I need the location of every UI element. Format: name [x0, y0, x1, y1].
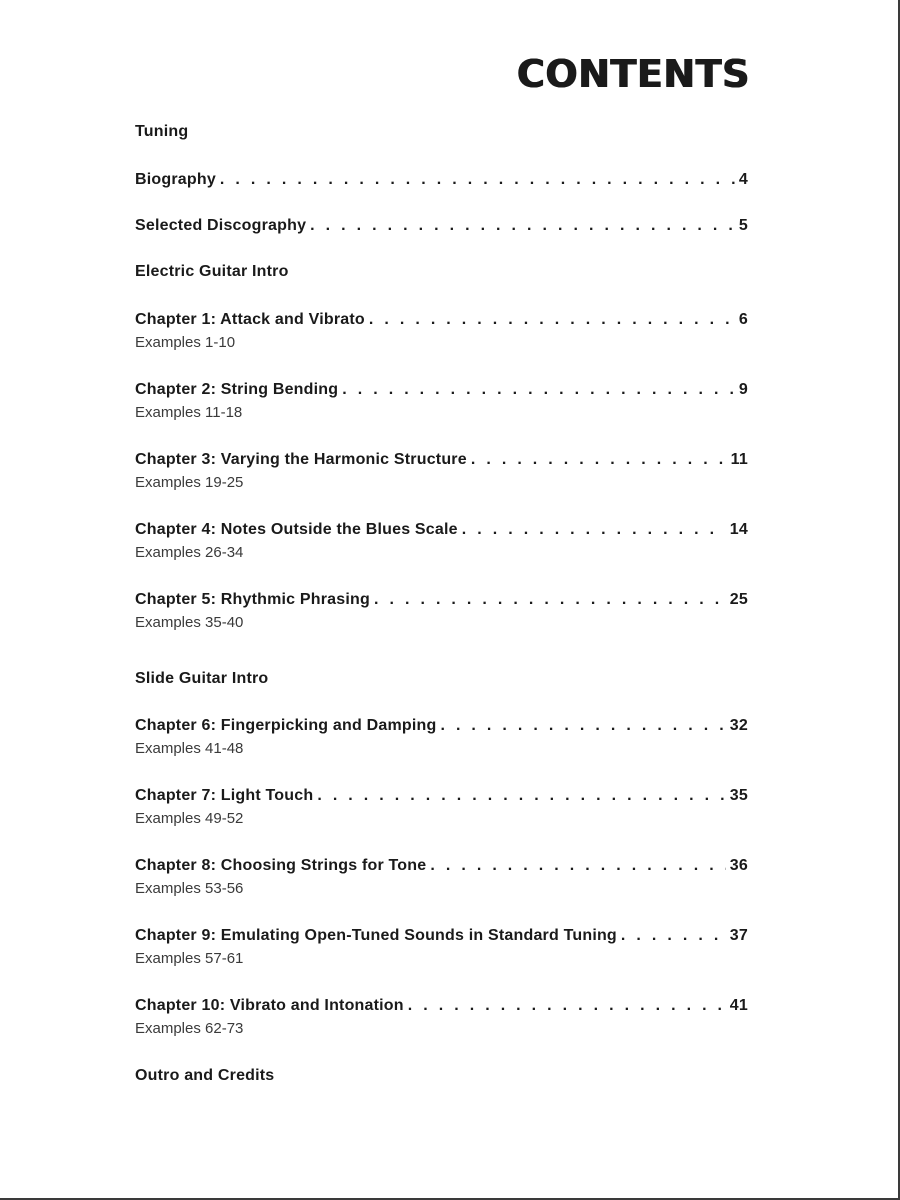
- page-title: CONTENTS: [517, 52, 750, 96]
- toc-label: Biography: [135, 171, 216, 188]
- toc-examples: Examples 26-34: [135, 544, 244, 561]
- toc-examples: Examples 57-61: [135, 950, 244, 967]
- toc-entry-chapter-4: [135, 520, 748, 563]
- toc-examples: Examples 19-25: [135, 474, 244, 491]
- toc-entry-chapter-8: [135, 856, 748, 899]
- toc-label: Slide Guitar Intro: [135, 670, 269, 687]
- toc-page-number: 11: [730, 451, 748, 468]
- dot-leader: [471, 450, 727, 470]
- toc-entry-chapter-6: [135, 716, 748, 759]
- toc-page-number: 32: [729, 717, 748, 734]
- dot-leader: [440, 716, 725, 736]
- toc-page-number: 14: [729, 521, 748, 538]
- toc-label: Chapter 6: Fingerpicking and Damping: [135, 717, 437, 734]
- toc-label: Chapter 4: Notes Outside the Blues Scale: [135, 521, 458, 538]
- toc-label: Chapter 7: Light Touch: [135, 787, 314, 804]
- toc-examples: Examples 35-40: [135, 614, 244, 631]
- toc-label: Chapter 1: Attack and Vibrato: [135, 311, 365, 328]
- toc-page-number: 9: [738, 381, 748, 398]
- dot-leader: [220, 170, 735, 190]
- toc-page-number: 25: [729, 591, 748, 608]
- toc-label: Chapter 10: Vibrato and Intonation: [135, 997, 404, 1014]
- toc-entry-chapter-5: [135, 590, 748, 633]
- toc-examples: Examples 11-18: [135, 404, 243, 421]
- toc-label: Electric Guitar Intro: [135, 263, 289, 280]
- toc-page-number: 6: [738, 311, 748, 328]
- toc-label: Chapter 5: Rhythmic Phrasing: [135, 591, 370, 608]
- toc-entry-electric-intro: [135, 262, 748, 282]
- dot-leader: [317, 786, 725, 806]
- toc-examples: Examples 62-73: [135, 1020, 244, 1037]
- toc-entry-discography: [135, 216, 748, 236]
- toc-entry-chapter-9: [135, 926, 748, 969]
- dot-leader: [369, 310, 735, 330]
- toc-examples: Examples 1-10: [135, 334, 236, 351]
- dot-leader: [462, 520, 726, 540]
- toc-label: Chapter 9: Emulating Open-Tuned Sounds in Standard Tuning: [135, 927, 617, 944]
- toc-page-number: 4: [738, 171, 748, 188]
- toc-entry-chapter-2: [135, 380, 748, 423]
- toc-entry-chapter-1: [135, 310, 748, 353]
- toc-page-number: 35: [729, 787, 748, 804]
- toc-page-number: 37: [729, 927, 748, 944]
- toc-entry-chapter-10: [135, 996, 748, 1039]
- toc-label: Chapter 2: String Bending: [135, 381, 339, 398]
- toc-page-number: 5: [738, 217, 748, 234]
- toc-page-number: 36: [729, 857, 748, 874]
- dot-leader: [310, 216, 735, 236]
- toc-entry-chapter-7: [135, 786, 748, 829]
- dot-leader: [374, 590, 726, 610]
- toc-examples: Examples 53-56: [135, 880, 244, 897]
- toc-label: Selected Discography: [135, 217, 307, 234]
- dot-leader: [621, 926, 726, 946]
- toc-entry-slide-intro: [135, 669, 748, 689]
- toc-label: Chapter 3: Varying the Harmonic Structure: [135, 451, 467, 468]
- toc-label: Outro and Credits: [135, 1067, 275, 1084]
- toc-examples: Examples 41-48: [135, 740, 244, 757]
- toc-entry-outro: [135, 1066, 748, 1086]
- dot-leader: [408, 996, 726, 1016]
- toc-entry-tuning: [135, 122, 748, 142]
- toc-examples: Examples 49-52: [135, 810, 244, 827]
- toc-page-number: 41: [729, 997, 748, 1014]
- dot-leader: [430, 856, 725, 876]
- dot-leader: [342, 380, 735, 400]
- toc-label: Chapter 8: Choosing Strings for Tone: [135, 857, 427, 874]
- toc-label: Tuning: [135, 123, 189, 140]
- toc-entry-biography: [135, 170, 748, 190]
- toc-entry-chapter-3: [135, 450, 748, 493]
